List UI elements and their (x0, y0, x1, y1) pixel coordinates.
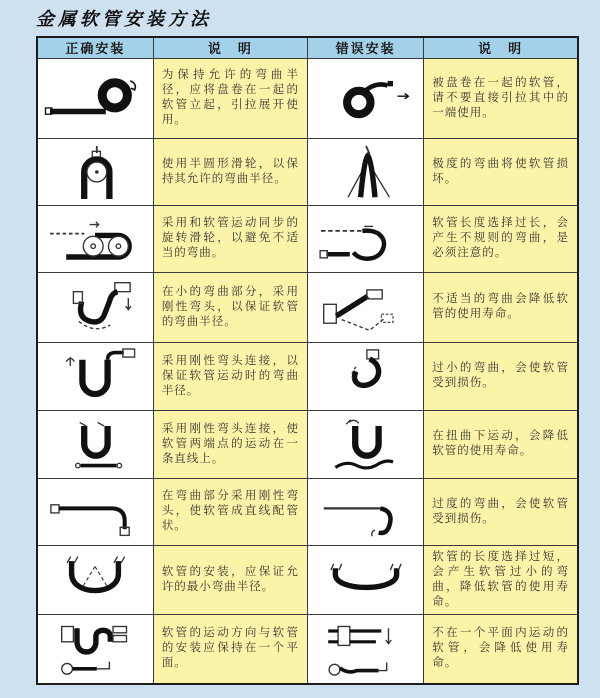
correct-description-text: 为保持允许的弯曲半径，应将盘卷在一起的软管立起，引拉展开使用。 (153, 58, 307, 138)
wrong-description-text: 极度的弯曲将使软管损坏。 (424, 138, 578, 205)
wrong-illustration-cell (307, 342, 423, 410)
column-header-wrong-desc: 说 明 (424, 37, 578, 58)
column-header-correct-desc: 说 明 (153, 37, 307, 58)
table-row (37, 614, 578, 684)
correct-illustration-cell (37, 342, 153, 410)
wrong-description-text: 不在一个平面内运动的软管，会降低使用寿命。 (424, 614, 578, 684)
wrong-description-text: 软管的长度选择过短，会产生软管过小的弯曲，降低软管的使用寿命。 (424, 545, 578, 614)
correct-description-text: 使用半圆形滑轮，以保持其允许的弯曲半径。 (153, 138, 307, 205)
correct-illustration-cell (37, 138, 153, 205)
wrong-illustration-cell (307, 614, 423, 684)
table-row (37, 272, 578, 342)
page-title: 金属软管安装方法 (36, 9, 212, 29)
correct-illustration-cell (37, 410, 153, 478)
table-row (37, 138, 578, 205)
wrong-description-text: 软管长度选择过长，会产生不规则的弯曲，是必须注意的。 (424, 205, 578, 272)
wrong-description-text: 在扭曲下运动，会降低软管的使用寿命。 (424, 410, 578, 478)
table-row (37, 410, 578, 478)
installation-table (36, 36, 579, 685)
correct-description-text: 在小的弯曲部分，采用刚性弯头，以保证软管的弯曲半径。 (153, 272, 307, 342)
rigid-elbow-u-illustration (38, 345, 153, 407)
column-header-wrong: 错误安装 (307, 37, 423, 58)
wrong-description-text: 过小的弯曲，会使软管受到损伤。 (424, 342, 578, 410)
excess-length-loop-illustration (308, 208, 423, 270)
wrong-description-text: 不适当的弯曲会降低软管的使用寿命。 (424, 272, 578, 342)
correct-illustration-cell (37, 272, 153, 342)
half-round-pulley-illustration (38, 141, 153, 203)
correct-illustration-cell (37, 58, 153, 138)
min-bend-radius-u-illustration (38, 549, 153, 611)
synchronized-rollers-illustration (38, 208, 153, 270)
correct-illustration-cell (37, 614, 153, 684)
coiled-hose-unrolled-illustration (38, 67, 153, 129)
correct-description-text: 采用刚性弯头连接，以保证软管运动时的弯曲半径。 (153, 342, 307, 410)
table-row (37, 545, 578, 614)
twisted-motion-illustration (308, 413, 423, 475)
too-small-bend-illustration (308, 345, 423, 407)
table-row (37, 478, 578, 545)
off-plane-motion-illustration (308, 618, 423, 680)
table-row (37, 58, 578, 138)
wrong-illustration-cell (307, 138, 423, 205)
straight-with-elbow-illustration (38, 481, 153, 543)
planar-trap-illustration (38, 618, 153, 680)
column-header-correct: 正确安装 (37, 37, 153, 58)
extreme-bend-illustration (308, 141, 423, 203)
correct-description-text: 采用和软管运动同步的旋转滑轮，以避免不适当的弯曲。 (153, 205, 307, 272)
correct-description-text: 软管的运动方向与软管的安装应保持在一个平面。 (153, 614, 307, 684)
table-row (37, 342, 578, 410)
wrong-description-text: 被盘卷在一起的软管，请不要直接引拉其中的一端使用。 (424, 58, 578, 138)
wrong-illustration-cell (307, 478, 423, 545)
too-short-flat-illustration (308, 549, 423, 611)
correct-illustration-cell (37, 478, 153, 545)
overbent-end-illustration (308, 481, 423, 543)
correct-description-text: 软管的安装，应保证允许的最小弯曲半径。 (153, 545, 307, 614)
coiled-hose-pulled-illustration (308, 67, 423, 129)
correct-description-text: 采用刚性弯头连接，使软管两端点的运动在一条直线上。 (153, 410, 307, 478)
rigid-elbow-small-bend-illustration (38, 276, 153, 338)
correct-description-text: 在弯曲部分采用刚性弯头，使软管成直线配管状。 (153, 478, 307, 545)
wrong-illustration-cell (307, 205, 423, 272)
table-body (37, 58, 578, 684)
table-header (37, 37, 578, 58)
wrong-illustration-cell (307, 545, 423, 614)
wrong-description-text: 过度的弯曲，会使软管受到损伤。 (424, 478, 578, 545)
correct-illustration-cell (37, 545, 153, 614)
table-row (37, 205, 578, 272)
wrong-illustration-cell (307, 58, 423, 138)
wrong-illustration-cell (307, 272, 423, 342)
header-row (37, 37, 578, 58)
correct-illustration-cell (37, 205, 153, 272)
improper-sharp-bend-illustration (308, 276, 423, 338)
wrong-illustration-cell (307, 410, 423, 478)
elbow-inline-motion-illustration (38, 413, 153, 475)
